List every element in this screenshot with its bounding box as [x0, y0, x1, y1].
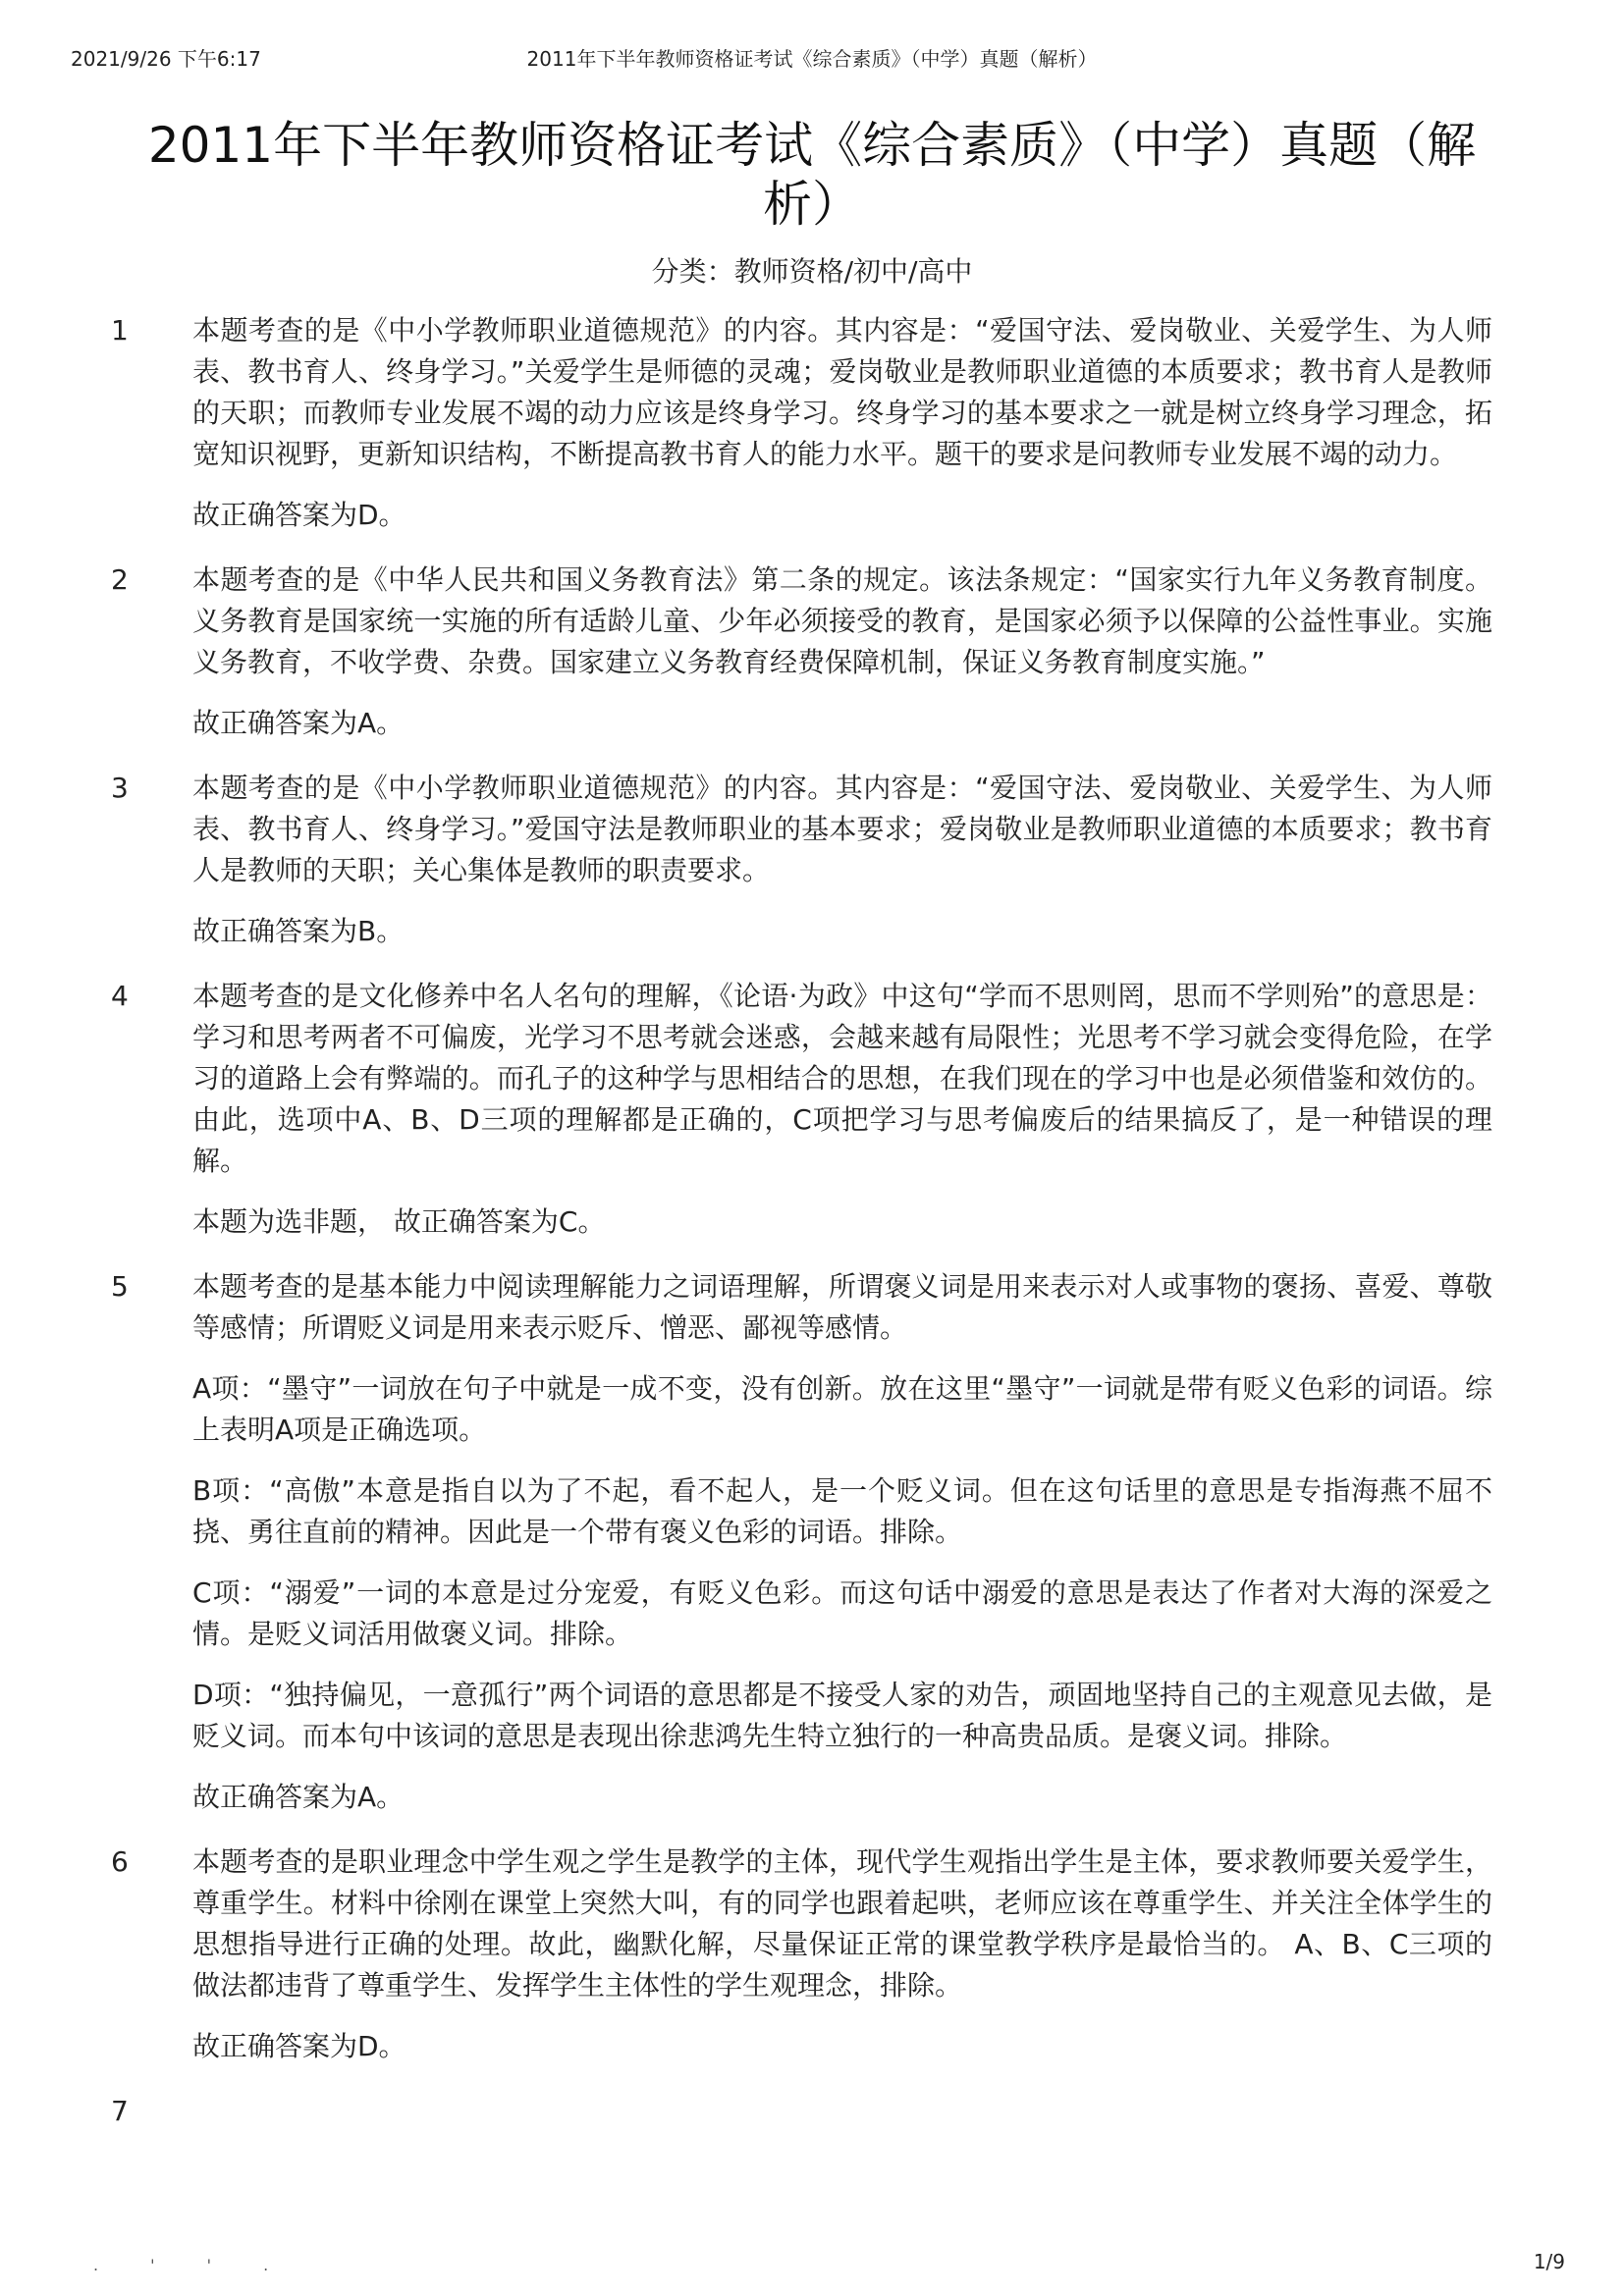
- question-number: 7: [111, 2095, 129, 2127]
- explanation-paragraph: 本题考查的是《中华人民共和国义务教育法》第二条的规定。该法条规定：“国家实行九年义务教育制度。义务教育是国家统一实施的所有适龄儿童、少年必须接受的教育，是国家必须予以保障的公益性事业。实施义务教育，不收学费、杂费。国家建立义务教育经费保障机制，保证义务教育制度实施。”: [192, 563, 1492, 678]
- explanation-paragraph: A项：“墨守”一词放在句子中就是一成不变，没有创新。放在这里“墨守”一词就是带有贬义色彩的词语。综上表明A项是正确选项。: [192, 1372, 1492, 1446]
- answer-item: [0, 976, 1624, 1243]
- question-number: 5: [111, 1270, 129, 1303]
- explanation-paragraph: 故正确答案为D。: [192, 499, 406, 531]
- answer-item: [0, 310, 1624, 536]
- explanation-paragraph: 故正确答案为B。: [192, 915, 405, 947]
- question-number: 3: [111, 772, 129, 804]
- answer-item: [0, 1842, 1624, 2067]
- explanation-paragraph: 故正确答案为D。: [192, 2030, 406, 2062]
- explanation-paragraph: 本题考查的是《中小学教师职业道德规范》的内容。其内容是：“爱国守法、爱岗敬业、关爱学生、为人师表、教书育人、终身学习。”爱国守法是教师职业的基本要求；爱岗敬业是教师职业道德的本质要求；教书育人是教师的天职；关心集体是教师的职责要求。: [192, 772, 1492, 886]
- explanation-paragraph: D项：“独持偏见，一意孤行”两个词语的意思都是不接受人家的劝告，顽固地坚持自己的主观意见去做，是贬义词。而本句中该词的意思是表现出徐悲鸿先生特立独行的一种高贵品质。是褒义词。排除。: [192, 1679, 1492, 1752]
- explanation-paragraph: 故正确答案为A。: [192, 707, 405, 739]
- explanation-paragraph: B项：“高傲”本意是指自以为了不起，看不起人，是一个贬义词。但在这句话里的意思是专指海燕不屈不挠、勇往直前的精神。因此是一个带有褒义色彩的词语。排除。: [192, 1474, 1492, 1548]
- question-number: 1: [111, 314, 129, 347]
- explanation-paragraph: 故正确答案为A。: [192, 1781, 405, 1813]
- question-number: 6: [111, 1845, 129, 1878]
- explanation-paragraph: 本题为选非题， 故正确答案为C。: [192, 1205, 606, 1238]
- question-number: 4: [111, 980, 129, 1012]
- question-number: 2: [111, 563, 129, 596]
- print-datetime: 2021/9/26 下午6:17: [71, 47, 261, 71]
- answer-item: [0, 2091, 1624, 2132]
- answer-item: [0, 1266, 1624, 1818]
- category-line: 分类：教师资格/初中/高中: [651, 255, 973, 288]
- explanation-paragraph: 本题考查的是基本能力中阅读理解能力之词语理解，所谓褒义词是用来表示对人或事物的褒扬、喜爱、尊敬等感情；所谓贬义词是用来表示贬斥、憎恶、鄙视等感情。: [192, 1270, 1492, 1344]
- page-title: 2011年下半年教师资格证考试《综合素质》（中学）真题（解析）: [147, 117, 1477, 233]
- print-doc-title: 2011年下半年教师资格证考试《综合素质》（中学）真题（解析）: [526, 47, 1098, 71]
- answer-item: [0, 560, 1624, 744]
- explanation-paragraph: 本题考查的是文化修养中名人名句的理解，《论语·为政》中这句“学而不思则罔，思而不学则殆”的意思是：学习和思考两者不可偏废，光学习不思考就会迷惑，会越来越有局限性；光思考不学习就会变得危险，在学习的道路上会有弊端的。而孔子的这种学与思相结合的思想，在我们现在的学习中也是必须借鉴和效仿的。由此，选项中A、B、D三项的理解都是正确的，C项把学习与思考偏废后的结果搞反了，是一种错误的理解。: [192, 980, 1492, 1177]
- answer-item: [0, 768, 1624, 952]
- explanation-paragraph: 本题考查的是职业理念中学生观之学生是教学的主体，现代学生观指出学生是主体，要求教师要关爱学生，尊重学生。材料中徐刚在课堂上突然大叫，有的同学也跟着起哄，老师应该在尊重学生、并关注全体学生的思想指导进行正确的处理。故此，幽默化解，尽量保证正常的课堂教学秩序是最恰当的。 A、B、C三项的做法都违背了尊重学生、发挥学生主体性的学生观理念，排除。: [192, 1845, 1492, 2002]
- explanation-paragraph: 本题考查的是《中小学教师职业道德规范》的内容。其内容是：“爱国守法、爱岗敬业、关爱学生、为人师表、教书育人、终身学习。”关爱学生是师德的灵魂；爱岗敬业是教师职业道德的本质要求；教书育人是教师的天职；而教师专业发展不竭的动力应该是终身学习。终身学习的基本要求之一就是树立终身学习理念，拓宽知识视野，更新知识结构，不断提高教书育人的能力水平。题干的要求是问教师专业发展不竭的动力。: [192, 314, 1492, 470]
- footer-marks: . ' ' .: [93, 2256, 293, 2274]
- explanation-paragraph: C项：“溺爱”一词的本意是过分宠爱，有贬义色彩。而这句话中溺爱的意思是表达了作者对大海的深爱之情。是贬义词活用做褒义词。排除。: [192, 1576, 1492, 1650]
- answer-list: [0, 310, 1624, 2156]
- page-number: 1/9: [1533, 2250, 1565, 2273]
